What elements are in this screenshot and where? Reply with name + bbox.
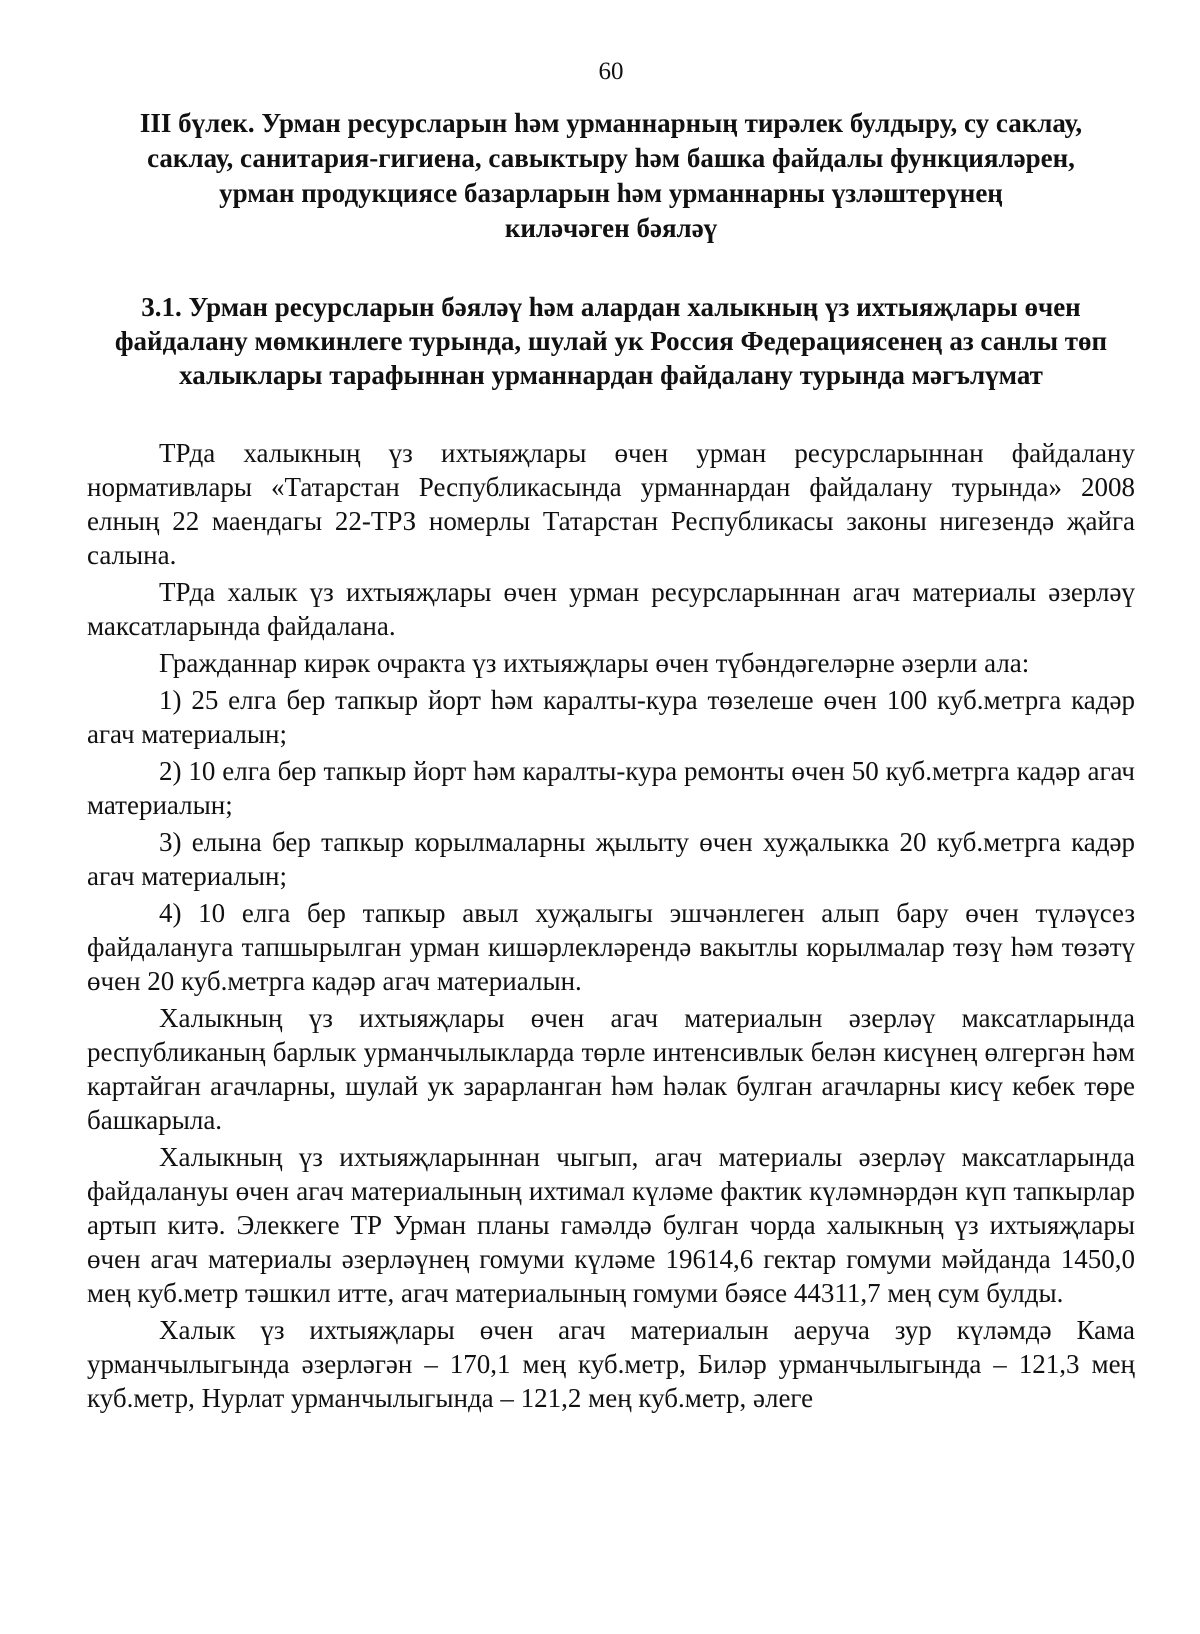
section-title-line: файдалану мөмкинлеге турында, шулай ук Россия Федерациясенең аз санлы төп [114, 326, 1108, 356]
paragraph-cutting-types: Халыкның үз ихтыяҗлары өчен агач материалын әзерләү максатларында республиканың барлык урманчылыкларда төрле интенсивлык белән кисүнең өлгергән һәм картайган агачларны, шулай ук зарарланган һәм һәлак булган агачларны кисү кебек төре башкарыла. [87, 1003, 1135, 1135]
list-item-4: 4) 10 елга бер тапкыр авыл хуҗалыгы эшчәнлеген алып бару өчен түләүсез файдалануга тапшырылган урман кишәрлекләрендә вакытлы корылмалар төзү һәм төзәтү өчен 20 куб.метрга кадәр агач материалын. [87, 898, 1135, 996]
document-page [87, 56, 1135, 1418]
paragraph-forestries: Халык үз ихтыяҗлары өчен агач материалын аеруча зур күләмдә Кама урманчылыгында әзерләгән – 170,1 мең куб.метр, Биләр урманчылыгында – 121,3 мең куб.метр, Нурлат урманчылыгында – 121,2 мең куб.метр, әлеге [87, 1315, 1135, 1413]
section-title [87, 290, 1135, 392]
chapter-title-line: урман продукциясе базарларын һәм урманнарны үзләштерүнең [219, 178, 1003, 208]
chapter-title-line: саклау, санитария-гигиена, савыктыру һәм башка файдалы функцияләрен, [147, 143, 1075, 173]
chapter-title [87, 106, 1135, 246]
paragraph-volumes: Халыкның үз ихтыяҗларыннан чыгып, агач материалы әзерләү максатларында файдалануы өчен агач материалының ихтимал күләме фактик күләмнәрдән күп тапкырлар артып китә. Элеккеге ТР Урман планы гамәлдә булган чорда халыкның үз ихтыяҗлары өчен агач материалы әзерләүнең гомуми күләме 19614,6 гектар гомуми мәйданда 1450,0 мең куб.метр тәшкил итте, агач материалының гомуми бәясе 44311,7 мең сум булды. [87, 1142, 1135, 1308]
chapter-title-line: III бүлек. Урман ресурсларын һәм урманнарның тирәлек булдыру, су саклау, [139, 108, 1083, 138]
list-item-1: 1) 25 елга бер тапкыр йорт һәм каралты-кура төзелеше өчен 100 куб.метрга кадәр агач материалын; [87, 685, 1135, 749]
paragraph-timber-use: ТРда халык үз ихтыяҗлары өчен урман ресурсларыннан агач материалы әзерләү максатларында файдалана. [87, 577, 1135, 641]
list-item-2: 2) 10 елга бер тапкыр йорт һәм каралты-кура ремонты өчен 50 куб.метрга кадәр агач материалын; [87, 756, 1135, 820]
paragraph-citizens-allowed: Гражданнар кирәк очракта үз ихтыяҗлары өчен түбәндәгеләрне әзерли ала: [159, 648, 1030, 678]
page-number: 60 [598, 58, 624, 85]
paragraph-legal-basis: ТРда халыкның үз ихтыяҗлары өчен урман ресурсларыннан файдалану нормативлары «Татарстан Республикасында урманнардан файдалану турында» 2008 елның 22 маендагы 22-ТРЗ номерлы Татарстан Республикасы законы нигезендә җайга салына. [87, 438, 1135, 570]
list-item-3: 3) елына бер тапкыр корылмаларны җылыту өчен хуҗалыкка 20 куб.метрга кадәр агач материалын; [87, 827, 1135, 891]
section-title-line: халыклары тарафыннан урманнардан файдалану турында мәгълүмат [179, 360, 1043, 390]
body-text [87, 436, 1135, 1415]
section-title-line: 3.1. Урман ресурсларын бәяләү һәм алардан халыкның үз ихтыяҗлары өчен [141, 292, 1081, 322]
chapter-title-line: киләчәген бәяләү [504, 213, 718, 243]
